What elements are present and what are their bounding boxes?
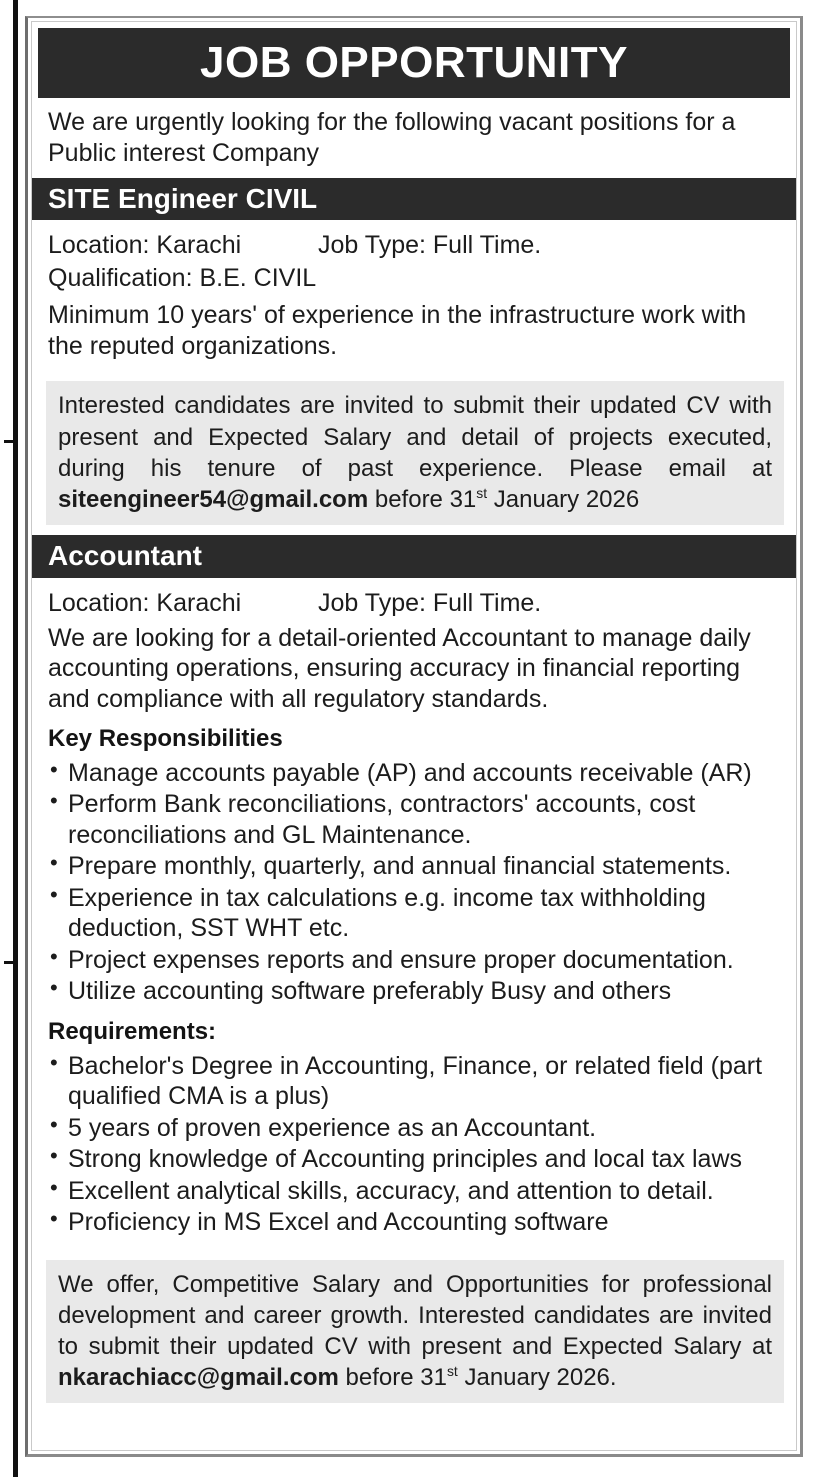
- responsibilities-heading: Key Responsibilities: [48, 725, 283, 753]
- list-item: • Project expenses reports and ensure proper documentation.: [48, 945, 782, 976]
- requirements-heading: Requirements:: [48, 1017, 217, 1045]
- responsibilities-list: [48, 758, 782, 1007]
- requirements-list: [48, 1051, 782, 1238]
- job-location: Location: Karachi: [48, 588, 242, 617]
- job-type: Job Type: Full Time.: [318, 588, 542, 617]
- list-item: • Manage accounts payable (AP) and accounts receivable (AR): [48, 758, 782, 789]
- cta-deadline-ordinal: st: [476, 484, 488, 501]
- job-experience-text: Minimum 10 years' of experience in the infrastructure work with the reputed organizations.: [48, 301, 747, 360]
- list-item: • Experience in tax calculations e.g. income tax withholding deduction, SST WHT etc.: [48, 883, 782, 944]
- cta-deadline-tail: January 2026.: [457, 1364, 617, 1392]
- job-location: Location: Karachi: [48, 231, 242, 260]
- cta-deadline-prefix: before 31: [368, 485, 477, 513]
- cta-deadline-prefix: before 31: [338, 1364, 447, 1392]
- cta-email-address[interactable]: nkarachiacc@gmail.com: [58, 1364, 339, 1392]
- list-item: • Proficiency in MS Excel and Accounting software: [48, 1207, 782, 1238]
- list-item: • Bachelor's Degree in Accounting, Finance, or related field (part qualified CMA is a plus): [48, 1051, 782, 1112]
- job-type: Job Type: Full Time.: [318, 231, 542, 260]
- cta-deadline-ordinal: st: [446, 1363, 458, 1380]
- job-meta-row: [48, 588, 782, 619]
- list-item: • Strong knowledge of Accounting principles and local tax laws: [48, 1144, 782, 1175]
- job-meta-row: [48, 230, 782, 261]
- advertisement-inner-border: [31, 21, 797, 1451]
- list-item: • 5 years of proven experience as an Accountant.: [48, 1113, 782, 1144]
- list-item: • Utilize accounting software preferably Busy and others: [48, 976, 782, 1007]
- list-item: • Prepare monthly, quarterly, and annual financial statements.: [48, 851, 782, 882]
- job-body-site-engineer: [32, 220, 796, 369]
- cta-box-accountant: [46, 1260, 784, 1404]
- job-qualification: Qualification: B.E. CIVIL: [48, 264, 317, 293]
- intro-paragraph: We are urgently looking for the following vacant positions for a Public interest Company: [48, 108, 736, 167]
- cta-lead-text: Interested candidates are invited to submit their updated CV with present and Expected Salary and detail of projects executed, during his tenure of past experience. Please email at: [58, 392, 772, 482]
- list-item: • Excellent analytical skills, accuracy, and attention to detail.: [48, 1176, 782, 1207]
- advertisement-frame: [25, 16, 803, 1457]
- masthead-title: JOB OPPORTUNITY: [200, 38, 628, 87]
- cta-lead-text: We offer, Competitive Salary and Opportunities for professional development and career growth. Interested candidates are invited to submit their updated CV with present and Expected Salary at: [58, 1270, 772, 1360]
- masthead-banner: [38, 28, 790, 98]
- job-body-accountant: [32, 578, 796, 1248]
- job-title-bar-site-engineer: SITE Engineer CIVIL: [32, 178, 796, 220]
- cta-email-address[interactable]: siteengineer54@gmail.com: [58, 485, 369, 513]
- cta-deadline-tail: January 2026: [487, 485, 640, 513]
- registration-tick-bottom: [4, 961, 18, 964]
- list-item: • Perform Bank reconciliations, contractors' accounts, cost reconciliations and GL Maintenance.: [48, 789, 782, 850]
- column-gutter-rule: [13, 0, 18, 1477]
- job-title-bar-accountant: Accountant: [32, 535, 796, 577]
- registration-tick-top: [4, 440, 18, 443]
- cta-box-site-engineer: [46, 381, 784, 525]
- job-summary-text: We are looking for a detail-oriented Accountant to manage daily accounting operations, ensuring accuracy in financial reporting and compliance with all regulatory standards.: [48, 623, 751, 713]
